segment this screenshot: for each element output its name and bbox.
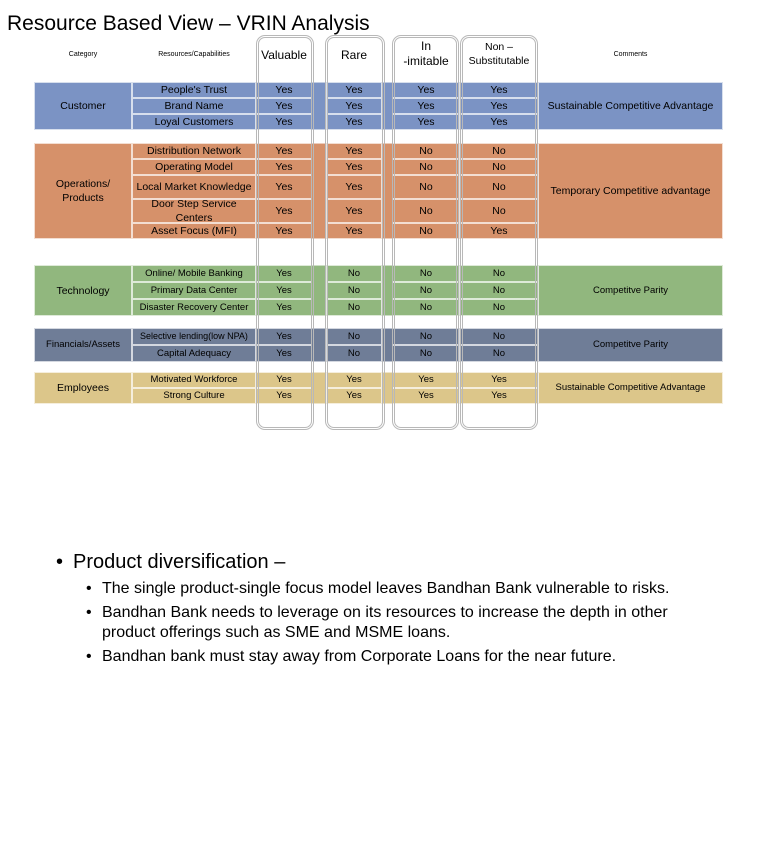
header-rare: Rare: [340, 47, 367, 62]
rare-cell: Yes: [326, 98, 382, 114]
non-substitutable-cell: No: [460, 345, 538, 362]
comment-cell: Temporary Competitive advantage: [538, 143, 723, 239]
comment-cell: Competitve Parity: [538, 328, 723, 362]
category-cell: Operations/ Products: [34, 143, 132, 239]
inimitable-cell: Yes: [392, 372, 460, 388]
bullet-list: [56, 549, 716, 667]
resource-cell: Primary Data Center: [132, 282, 256, 299]
slide-title: Resource Based View – VRIN Analysis: [7, 12, 370, 35]
resource-cell: Loyal Customers: [132, 114, 256, 130]
valuable-cell: Yes: [256, 159, 312, 175]
resource-cell: Distribution Network: [132, 143, 256, 159]
valuable-cell: Yes: [256, 98, 312, 114]
resource-cell: Strong Culture: [132, 388, 256, 404]
resource-cell: Online/ Mobile Banking: [132, 265, 256, 282]
resource-cell: Operating Model: [132, 159, 256, 175]
valuable-cell: Yes: [256, 82, 312, 98]
rare-cell: No: [326, 345, 382, 362]
category-cell: Technology: [34, 265, 132, 316]
valuable-cell: Yes: [256, 372, 312, 388]
resource-cell: People's Trust: [132, 82, 256, 98]
rare-cell: Yes: [326, 223, 382, 239]
rare-cell: Yes: [326, 82, 382, 98]
non-substitutable-cell: Yes: [460, 98, 538, 114]
rare-cell: Yes: [326, 114, 382, 130]
header-inimitable-line1: In: [420, 39, 431, 53]
valuable-cell: Yes: [256, 328, 312, 345]
resource-cell: Capital Adequacy: [132, 345, 256, 362]
inimitable-cell: No: [392, 265, 460, 282]
category-cell: Customer: [34, 82, 132, 130]
non-substitutable-cell: No: [460, 265, 538, 282]
resource-cell: Brand Name: [132, 98, 256, 114]
non-substitutable-cell: Yes: [460, 372, 538, 388]
inimitable-cell: Yes: [392, 114, 460, 130]
inimitable-cell: No: [392, 159, 460, 175]
valuable-cell: Yes: [256, 199, 312, 223]
inimitable-cell: Yes: [392, 82, 460, 98]
inimitable-cell: Yes: [392, 98, 460, 114]
bullet-sub-3: • Bandhan bank must stay away from Corporate Loans for the near future.: [86, 647, 716, 667]
comment-cell: Sustainable Competitive Advantage: [538, 372, 723, 404]
inimitable-cell: No: [392, 199, 460, 223]
non-substitutable-cell: Yes: [460, 114, 538, 130]
header-inimitable-line2: -imitable: [403, 54, 449, 68]
category-cell: Financials/Assets: [34, 328, 132, 362]
bullet-sub-text: Bandhan Bank needs to leverage on its resources to increase the depth in other product offerings such as SME and MSME loans.: [102, 604, 668, 641]
inimitable-cell: No: [392, 143, 460, 159]
resource-cell: Selective lending(low NPA): [132, 328, 256, 345]
resource-cell: Local Market Knowledge: [132, 175, 256, 199]
header-nonsub-line2: Substitutable: [468, 55, 530, 67]
header-resources: Resources/Capabilities: [158, 51, 230, 58]
valuable-cell: Yes: [256, 265, 312, 282]
header-comments: Comments: [613, 51, 648, 58]
non-substitutable-cell: No: [460, 143, 538, 159]
rare-cell: Yes: [326, 175, 382, 199]
resource-cell: Motivated Workforce: [132, 372, 256, 388]
bullet-sub-2: • Bandhan Bank needs to leverage on its resources to increase the depth in other product offerings such as SME and MSME loans.: [86, 603, 716, 643]
rare-cell: No: [326, 265, 382, 282]
non-substitutable-cell: No: [460, 175, 538, 199]
valuable-cell: Yes: [256, 345, 312, 362]
non-substitutable-cell: No: [460, 159, 538, 175]
header-inimitable: [392, 37, 460, 71]
rare-cell: Yes: [326, 199, 382, 223]
bullet-sub-text: The single product-single focus model leaves Bandhan Bank vulnerable to risks.: [102, 580, 670, 597]
header-valuable: Valuable: [261, 47, 307, 62]
rare-cell: Yes: [326, 143, 382, 159]
non-substitutable-cell: No: [460, 299, 538, 316]
rare-cell: Yes: [326, 159, 382, 175]
comment-cell: Sustainable Competitive Advantage: [538, 82, 723, 130]
valuable-cell: Yes: [256, 282, 312, 299]
inimitable-cell: No: [392, 175, 460, 199]
header-category: Category: [68, 51, 98, 58]
rare-cell: No: [326, 328, 382, 345]
non-substitutable-cell: No: [460, 282, 538, 299]
resource-cell: Door Step Service Centers: [132, 199, 256, 223]
valuable-cell: Yes: [256, 223, 312, 239]
valuable-cell: Yes: [256, 299, 312, 316]
inimitable-cell: No: [392, 299, 460, 316]
bullet-main: • Product diversification –: [56, 549, 716, 575]
rare-cell: Yes: [326, 372, 382, 388]
rare-cell: No: [326, 282, 382, 299]
category-cell: Employees: [34, 372, 132, 404]
valuable-cell: Yes: [256, 388, 312, 404]
valuable-cell: Yes: [256, 114, 312, 130]
non-substitutable-cell: No: [460, 328, 538, 345]
non-substitutable-cell: Yes: [460, 388, 538, 404]
bullet-sub-1: • The single product-single focus model leaves Bandhan Bank vulnerable to risks.: [86, 579, 716, 599]
non-substitutable-cell: No: [460, 199, 538, 223]
comment-cell: Competitve Parity: [538, 265, 723, 316]
inimitable-cell: No: [392, 328, 460, 345]
bullet-main-text: Product diversification –: [73, 551, 286, 573]
inimitable-cell: Yes: [392, 388, 460, 404]
inimitable-cell: No: [392, 282, 460, 299]
header-non-substitutable: [460, 38, 538, 70]
rare-cell: No: [326, 299, 382, 316]
header-nonsub-line1: Non –: [484, 41, 514, 53]
non-substitutable-cell: Yes: [460, 82, 538, 98]
rare-cell: Yes: [326, 388, 382, 404]
inimitable-cell: No: [392, 223, 460, 239]
non-substitutable-cell: Yes: [460, 223, 538, 239]
bullet-sub-text: Bandhan bank must stay away from Corporate Loans for the near future.: [102, 648, 617, 665]
valuable-cell: Yes: [256, 143, 312, 159]
inimitable-cell: No: [392, 345, 460, 362]
resource-cell: Asset Focus (MFI): [132, 223, 256, 239]
valuable-cell: Yes: [256, 175, 312, 199]
resource-cell: Disaster Recovery Center: [132, 299, 256, 316]
